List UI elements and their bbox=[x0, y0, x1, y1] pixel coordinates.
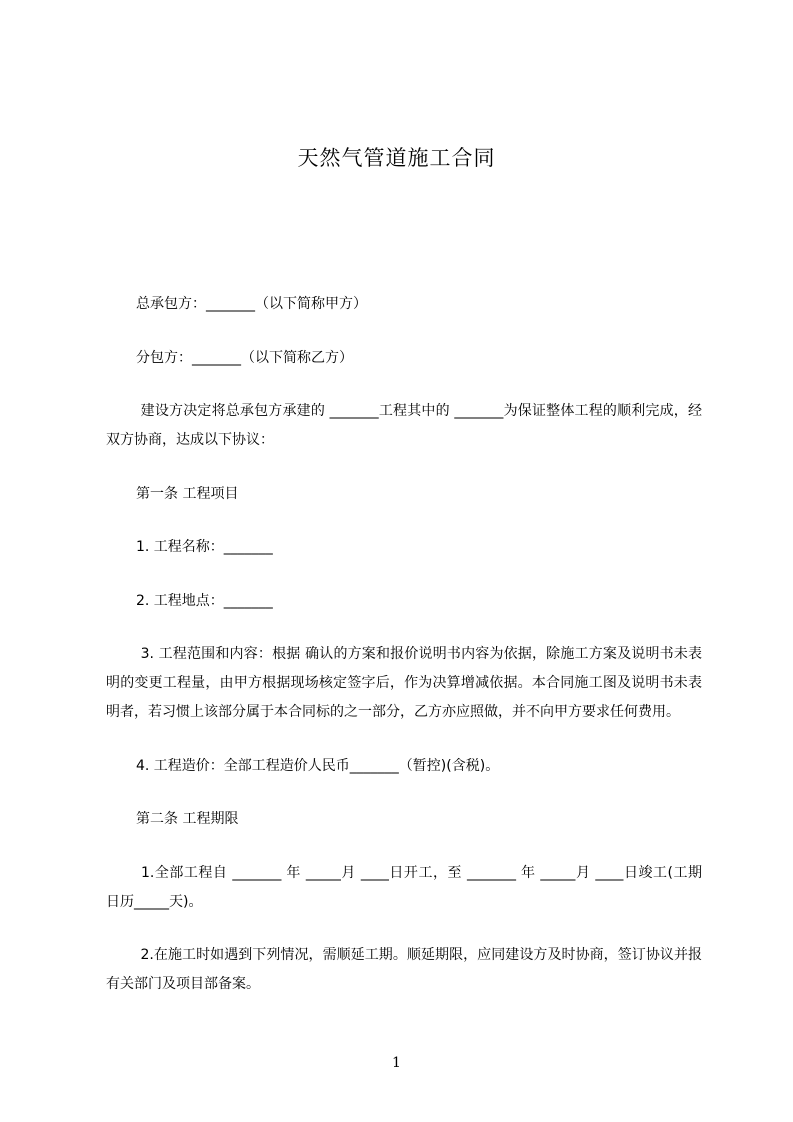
clause-general-contractor: 总承包方：_______（以下简称甲方） bbox=[136, 296, 367, 312]
article-1-item-1: 1. 工程名称：_______ bbox=[136, 539, 273, 555]
document-body bbox=[106, 290, 707, 1024]
clause-preamble: 建设方决定将总承包方承建的 _______工程其中的 _______为保证整体工程的顺利完成，经双方协商，达成以下协议： bbox=[106, 403, 702, 448]
article-1-heading: 第一条 工程项目 bbox=[136, 485, 239, 502]
page-number: 1 bbox=[392, 1055, 401, 1071]
article-2-heading: 第二条 工程期限 bbox=[136, 811, 239, 827]
document-title: 天然气管道施工合同 bbox=[297, 146, 496, 170]
article-2-item-1: 1.全部工程自 _______ 年 _____月 ____日开工，至 _______ 年 _____月 ____日竣工(工期 日历_____天)。 bbox=[106, 864, 707, 910]
article-1-item-2: 2. 工程地点：_______ bbox=[136, 592, 273, 609]
clause-subcontractor: 分包方：_______（以下简称乙方） bbox=[136, 349, 353, 366]
article-1-item-3: 3. 工程范围和内容：根据 确认的方案和报价说明书内容为依据，除施工方案及说明书未表明的变更工程量，由甲方根据现场核定签字后，作为决算增减依据。本合同施工图及说明书未表明者，若习惯上该部分属于本合同标的之一部分，乙方亦应照做，并不向甲方要求任何费用。 bbox=[106, 646, 702, 720]
article-2-item-2: 2.在施工时如遇到下列情况，需顺延工期。顺延期限，应同建设方及时协商，签订协议并报有关部门及项目部备案。 bbox=[106, 947, 703, 992]
article-1-item-4: 4. 工程造价：全部工程造价人民币_______（暂控)(含税)。 bbox=[136, 757, 500, 774]
